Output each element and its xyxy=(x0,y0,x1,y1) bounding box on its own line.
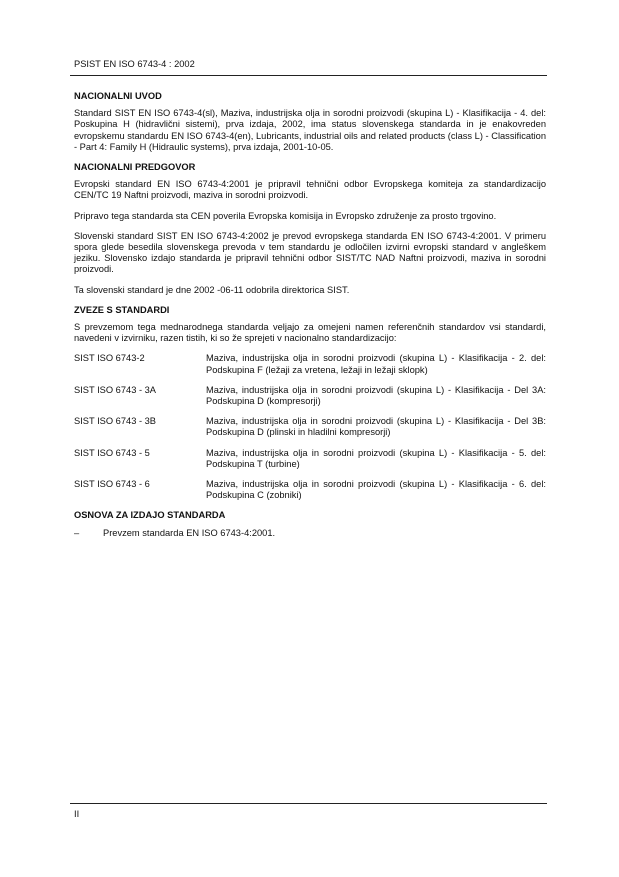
footer-divider xyxy=(70,803,547,804)
standard-reference-row xyxy=(74,416,546,438)
header-divider xyxy=(70,75,547,76)
page-number: II xyxy=(74,809,80,819)
list-item-text: Prevzem standarda EN ISO 6743-4:2001. xyxy=(103,527,276,538)
section-zveze-s-standardi xyxy=(74,305,546,502)
section-nacionalni-uvod xyxy=(74,91,546,153)
page-body xyxy=(74,91,546,548)
standard-reference-row xyxy=(74,385,546,407)
standard-code: SIST ISO 6743 - 3B xyxy=(74,416,156,427)
section-osnova-za-izdajo xyxy=(74,510,546,538)
paragraph: Slovenski standard SIST EN ISO 6743-4:2002 je prevod evropskega standarda EN ISO 6743-4:2001. V primeru spora glede besedila slovenskega prevoda v tem standardu je odločilen izvirni evropski standard v angleškem jeziku. Slovensko izdajo standarda je pripravil tehnični odbor SIST/TC NAD Naftni proizvodi, maziva in sorodni proizvodi. xyxy=(74,230,546,275)
standard-description: Maziva, industrijska olja in sorodni proizvodi (skupina L) - Klasifikacija - 5. del: Podskupina T (turbine) xyxy=(206,447,546,469)
section-nacionalni-predgovor xyxy=(74,162,546,296)
standard-reference-row xyxy=(74,448,546,470)
paragraph: Ta slovenski standard je dne 2002 -06-11 odobrila direktorica SIST. xyxy=(74,284,350,295)
standard-description: Maziva, industrijska olja in sorodni proizvodi (skupina L) - Klasifikacija - Del 3A: Podskupina D (kompresorji) xyxy=(206,384,546,407)
standard-code: SIST ISO 6743 - 5 xyxy=(74,447,150,458)
section-heading: NACIONALNI PREDGOVOR xyxy=(74,162,196,173)
paragraph: Evropski standard EN ISO 6743-4:2001 je pripravil tehnični odbor Evropskega komiteja za standardizacijo CEN/TC 19 Naftni proizvodi, maziva in sorodni proizvodi. xyxy=(74,179,546,201)
standard-reference-row xyxy=(74,479,546,501)
section-heading: ZVEZE S STANDARDI xyxy=(74,304,170,315)
standard-description: Maziva, industrijska olja in sorodni proizvodi (skupina L) - Klasifikacija - 2. del: Podskupina F (ležaji za vretena, ležaji in ležaji sklopk) xyxy=(206,353,546,375)
standard-description: Maziva, industrijska olja in sorodni proizvodi (skupina L) - Klasifikacija - 6. del: Podskupina C (zobniki) xyxy=(206,479,546,501)
paragraph: Pripravo tega standarda sta CEN poverila Evropska komisija in Evropsko združenje za prosto trgovino. xyxy=(74,210,497,221)
standard-reference-row xyxy=(74,353,546,375)
list-item xyxy=(74,528,546,539)
standard-code: SIST ISO 6743-2 xyxy=(74,353,145,364)
section-heading: OSNOVA ZA IZDAJO STANDARDA xyxy=(74,510,226,521)
standard-code: SIST ISO 6743 - 6 xyxy=(74,479,150,490)
paragraph: S prevzemom tega mednarodnega standarda veljajo za omejeni namen referenčnih standardov vsi standardi, navedeni v izvirniku, razen tistih, ki so že sprejeti v nacionalno standardizacijo: xyxy=(74,322,546,344)
standard-code: SIST ISO 6743 - 3A xyxy=(74,384,156,395)
section-heading: NACIONALNI UVOD xyxy=(74,91,162,101)
paragraph: Standard SIST EN ISO 6743-4(sl), Maziva, industrijska olja in sorodni proizvodi (skupina L) - Klasifikacija - 4. del: Poskupina H (hidravlični sistemi), prva izdaja, 2002, ima status slovenskega standarda in je enakovreden evropskemu standardu EN ISO 6743-4(en), Lubricants, industrial oils and related products (class L) - Classification - Part 4: Family H (Hidraulic systems), prva izdaja, 2001-10-05. xyxy=(74,108,546,152)
running-header: PSIST EN ISO 6743-4 : 2002 xyxy=(74,59,195,69)
dash-bullet: – xyxy=(74,527,80,538)
standard-description: Maziva, industrijska olja in sorodni proizvodi (skupina L) - Klasifikacija - Del 3B: Podskupina D (plinski in hladilni kompresorji) xyxy=(206,416,546,438)
